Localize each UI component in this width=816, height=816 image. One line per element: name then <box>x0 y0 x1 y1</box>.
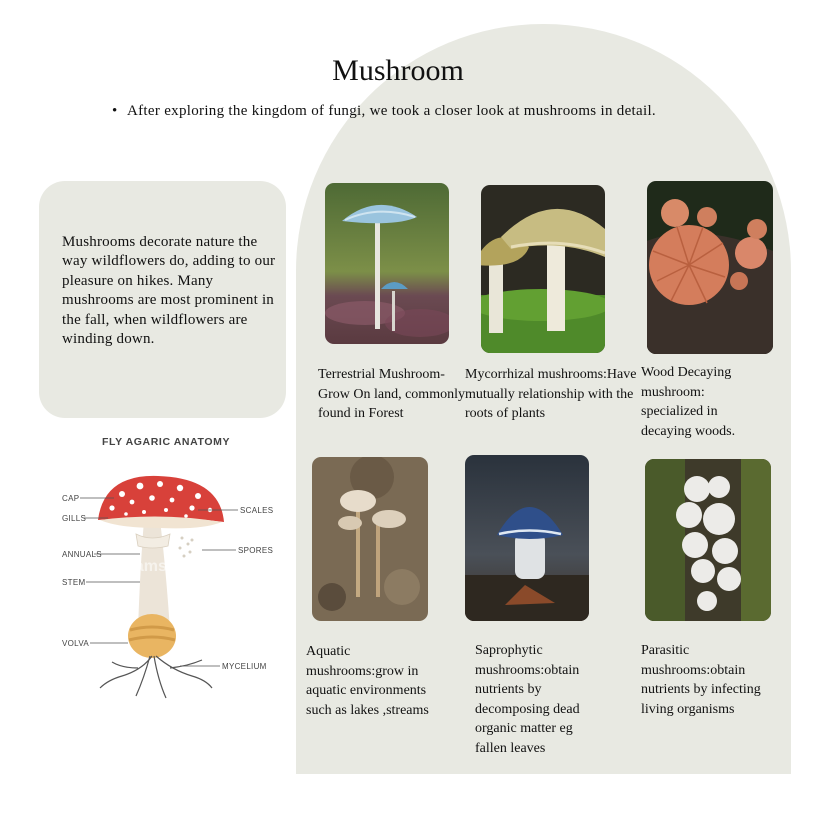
intro-list <box>112 102 692 121</box>
intro-item <box>112 102 692 121</box>
saprophytic-caption: Saprophytic mushrooms:obtain nutrients by decomposing dead organic matter eg fallen leaves <box>475 643 580 756</box>
mycorrhizal-mushroom-photo <box>481 185 605 353</box>
label-gills: GILLS <box>62 514 87 523</box>
aquatic-caption: Aquatic mushrooms:grow in aquatic environments such as lakes ,streams <box>306 644 429 718</box>
anatomy-title: FLY AGARIC ANATOMY <box>102 436 231 448</box>
wood-decaying-mushroom-photo <box>647 181 773 354</box>
terrestrial-mushroom-photo <box>325 183 449 344</box>
terrestrial-caption: Terrestrial Mushroom-Grow On land, commonly found in Forest <box>318 367 465 421</box>
description-text: Mushrooms decorate nature the way wildflowers do, adding to our pleasure on hikes. Many mushrooms are most prominent in the fall, when wildflowers are winding down. <box>62 234 276 348</box>
label-stem: STEM <box>62 578 86 587</box>
bullet-marker: • <box>112 103 118 119</box>
label-scales: SCALES <box>240 506 274 515</box>
label-cap: CAP <box>62 494 80 503</box>
saprophytic-mushroom-photo <box>465 455 589 621</box>
mycorrhizal-caption: Mycorrhizal mushrooms:Have mutually relationship with the roots of plants <box>465 367 637 421</box>
label-mycelium: MYCELIUM <box>222 662 267 671</box>
watermark: dreamstime. <box>110 558 205 575</box>
parasitic-mushroom-photo <box>645 459 771 621</box>
label-volva: VOLVA <box>62 639 89 648</box>
parasitic-caption: Parasitic mushrooms:obtain nutrients by infecting living organisms <box>641 643 761 717</box>
label-spores: SPORES <box>238 546 274 555</box>
label-annuals: ANNUALS <box>62 550 102 559</box>
page-title: Mushroom <box>332 54 464 87</box>
fly-agaric-anatomy-diagram <box>52 430 282 710</box>
aquatic-mushroom-photo <box>312 457 428 621</box>
intro-text: After exploring the kingdom of fungi, we took a closer look at mushrooms in detail. <box>127 103 656 119</box>
wood-decaying-caption: Wood Decaying mushroom: specialized in decaying woods. <box>641 365 736 439</box>
description-card <box>39 181 286 418</box>
